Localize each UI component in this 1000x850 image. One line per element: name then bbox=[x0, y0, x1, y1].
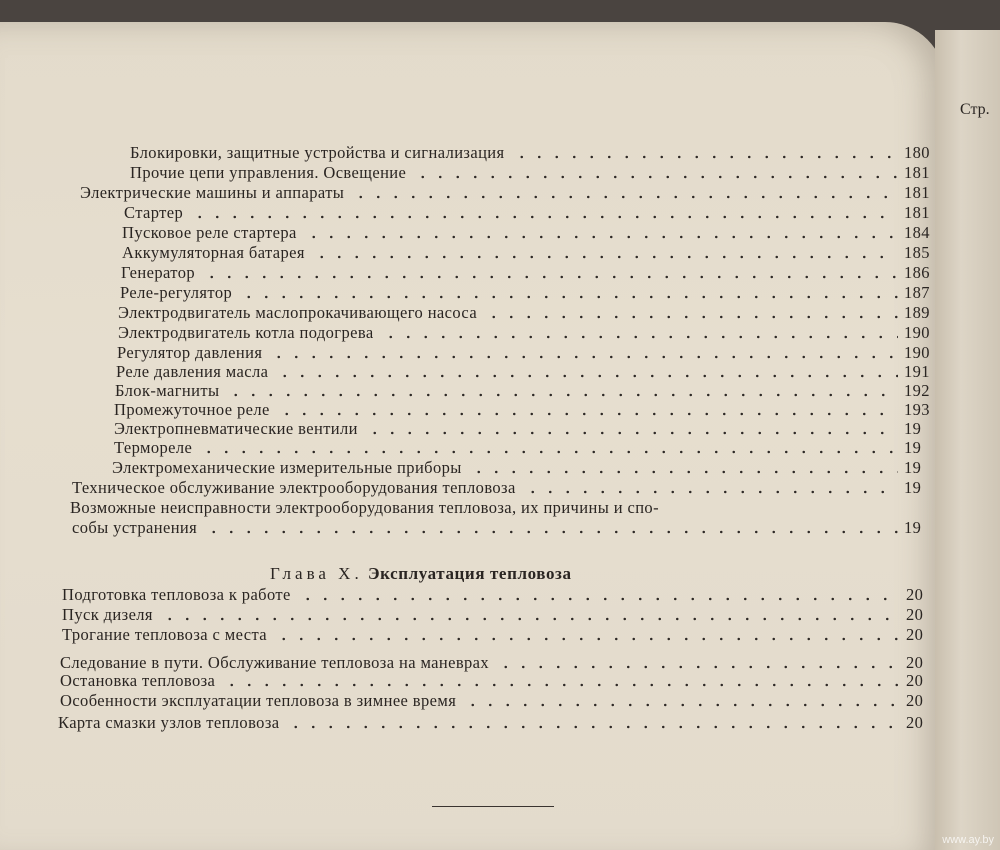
toc-entry-page: 192 bbox=[904, 381, 930, 400]
toc-entry[interactable] bbox=[72, 478, 940, 498]
toc-entry[interactable] bbox=[60, 691, 942, 711]
leader-dots bbox=[270, 355, 898, 359]
toc-entry-page: 184 bbox=[904, 223, 930, 242]
toc-entry[interactable] bbox=[118, 303, 940, 323]
toc-entry-page: 19 bbox=[904, 458, 922, 477]
leader-dots bbox=[275, 637, 900, 641]
toc-entry-page: 185 bbox=[904, 243, 930, 262]
leader-dots bbox=[497, 665, 900, 669]
toc-entry[interactable] bbox=[118, 323, 940, 343]
toc-entry-page: 181 bbox=[904, 163, 930, 182]
chapter-title: Эксплуатация тепловоза bbox=[367, 564, 572, 583]
leader-dots bbox=[513, 155, 898, 159]
toc-entry-page: 20 bbox=[906, 625, 924, 644]
leader-dots bbox=[414, 175, 898, 179]
toc-entry[interactable] bbox=[114, 419, 940, 439]
toc-entry-page: 20 bbox=[906, 585, 924, 604]
toc-entry-title: Стартер bbox=[124, 203, 184, 222]
toc-entry[interactable] bbox=[62, 625, 942, 645]
leader-dots bbox=[287, 725, 900, 729]
toc-entry-title: Карта смазки узлов тепловоза bbox=[58, 713, 280, 732]
toc-entry-title: Электромеханические измерительные приборы bbox=[112, 458, 462, 477]
toc-entry-page: 20 bbox=[906, 671, 924, 690]
toc-entry[interactable] bbox=[130, 163, 940, 183]
toc-entry-page: 187 bbox=[904, 283, 930, 302]
toc-entry-title: Прочие цепи управления. Освещение bbox=[130, 163, 407, 182]
toc-entry-title: Промежуточное реле bbox=[114, 400, 270, 419]
leader-dots bbox=[299, 597, 900, 601]
toc-entry-title: собы устранения bbox=[72, 518, 198, 537]
toc-entry-title: Блокировки, защитные устройства и сигнализация bbox=[130, 143, 505, 162]
toc-entry-title: Блок-магниты bbox=[115, 381, 220, 400]
toc-entry-page: 19 bbox=[904, 438, 922, 457]
leader-dots bbox=[313, 255, 898, 259]
toc-entry-page: 193 bbox=[904, 400, 930, 419]
toc-entry[interactable] bbox=[117, 343, 940, 363]
toc-entry-title: Термореле bbox=[114, 438, 193, 457]
chapter-heading bbox=[270, 564, 572, 584]
leader-dots bbox=[366, 431, 898, 435]
toc-entry[interactable] bbox=[114, 438, 940, 458]
toc-entry[interactable] bbox=[112, 458, 940, 478]
toc-entry[interactable] bbox=[80, 183, 940, 203]
toc-entry[interactable] bbox=[120, 283, 940, 303]
toc-entry-page: 190 bbox=[904, 343, 930, 362]
leader-dots bbox=[223, 683, 900, 687]
toc-entry[interactable] bbox=[72, 518, 940, 538]
leader-dots bbox=[203, 275, 898, 279]
toc-entry-title: Реле-регулятор bbox=[120, 283, 233, 302]
page-edge bbox=[935, 30, 1000, 850]
leader-dots bbox=[464, 703, 900, 707]
leader-dots bbox=[470, 470, 898, 474]
page-column-label: Стр. bbox=[960, 101, 990, 118]
toc-entry-page: 20 bbox=[906, 605, 924, 624]
leader-dots bbox=[191, 215, 898, 219]
toc-entry-title: Остановка тепловоза bbox=[60, 671, 216, 690]
toc-entry-title: Возможные неисправности электрооборудования тепловоза, их причины и спо- bbox=[70, 498, 659, 517]
toc-entry-page: 20 bbox=[906, 713, 924, 732]
toc-entry-page: 20 bbox=[906, 691, 924, 710]
leader-dots bbox=[278, 412, 898, 416]
toc-entry[interactable] bbox=[124, 203, 940, 223]
toc-entry[interactable] bbox=[115, 381, 940, 401]
toc-entry[interactable] bbox=[130, 143, 940, 163]
leader-dots bbox=[524, 490, 898, 494]
toc-entry-page: 181 bbox=[904, 203, 930, 222]
toc-entry-title: Особенности эксплуатации тепловоза в зимнее время bbox=[60, 691, 457, 710]
toc-entry[interactable] bbox=[62, 605, 942, 625]
toc-entry[interactable] bbox=[70, 498, 940, 518]
leader-dots bbox=[240, 295, 898, 299]
toc-entry-title: Электрические машины и аппараты bbox=[80, 183, 345, 202]
section-divider bbox=[432, 806, 554, 807]
leader-dots bbox=[305, 235, 898, 239]
toc-entry-title: Генератор bbox=[121, 263, 195, 282]
toc-entry-title: Следование в пути. Обслуживание тепловоза на маневрах bbox=[60, 653, 490, 672]
leader-dots bbox=[382, 335, 898, 339]
toc-entry-page: 191 bbox=[904, 362, 930, 381]
toc-entry[interactable] bbox=[62, 585, 942, 605]
toc-entry-title: Аккумуляторная батарея bbox=[122, 243, 305, 262]
toc-entry[interactable] bbox=[116, 362, 940, 382]
leader-dots bbox=[200, 450, 898, 454]
toc-entry-page: 186 bbox=[904, 263, 930, 282]
leader-dots bbox=[352, 195, 898, 199]
toc-entry[interactable] bbox=[122, 223, 940, 243]
toc-entry-title: Электропневматические вентили bbox=[114, 419, 358, 438]
toc-entry-page: 19 bbox=[904, 478, 922, 497]
toc-entry[interactable] bbox=[60, 653, 942, 673]
leader-dots bbox=[485, 315, 898, 319]
toc-entry[interactable] bbox=[114, 400, 940, 420]
toc-entry-page: 19 bbox=[904, 419, 922, 438]
toc-entry-page: 20 bbox=[906, 653, 924, 672]
watermark: www.ay.by bbox=[942, 834, 994, 846]
toc-entry[interactable] bbox=[121, 263, 940, 283]
toc-entry[interactable] bbox=[122, 243, 940, 263]
leader-dots bbox=[227, 393, 898, 397]
toc-entry-title: Регулятор давления bbox=[117, 343, 263, 362]
leader-dots bbox=[205, 530, 898, 534]
toc-entry-title: Пуск дизеля bbox=[62, 605, 153, 624]
toc-entry-title: Реле давления масла bbox=[116, 362, 269, 381]
toc-entry-title: Трогание тепловоза с места bbox=[62, 625, 267, 644]
leader-dots bbox=[276, 374, 898, 378]
toc-entry[interactable] bbox=[60, 671, 942, 691]
toc-entry-page: 181 bbox=[904, 183, 930, 202]
toc-entry-page: 190 bbox=[904, 323, 930, 342]
leader-dots bbox=[161, 617, 900, 621]
toc-entry-page: 19 bbox=[904, 518, 922, 537]
toc-entry-title: Техническое обслуживание электрооборудования тепловоза bbox=[72, 478, 516, 497]
toc-entry-title: Подготовка тепловоза к работе bbox=[62, 585, 291, 604]
toc-entry-title: Пусковое реле стартера bbox=[122, 223, 297, 242]
toc-entry-page: 189 bbox=[904, 303, 930, 322]
toc-entry-title: Электродвигатель маслопрокачивающего насоса bbox=[118, 303, 478, 322]
toc-entry-page: 180 bbox=[904, 143, 930, 162]
chapter-label: Глава X. bbox=[270, 564, 363, 583]
toc-entry[interactable] bbox=[58, 713, 942, 733]
toc-entry-title: Электродвигатель котла подогрева bbox=[118, 323, 374, 342]
